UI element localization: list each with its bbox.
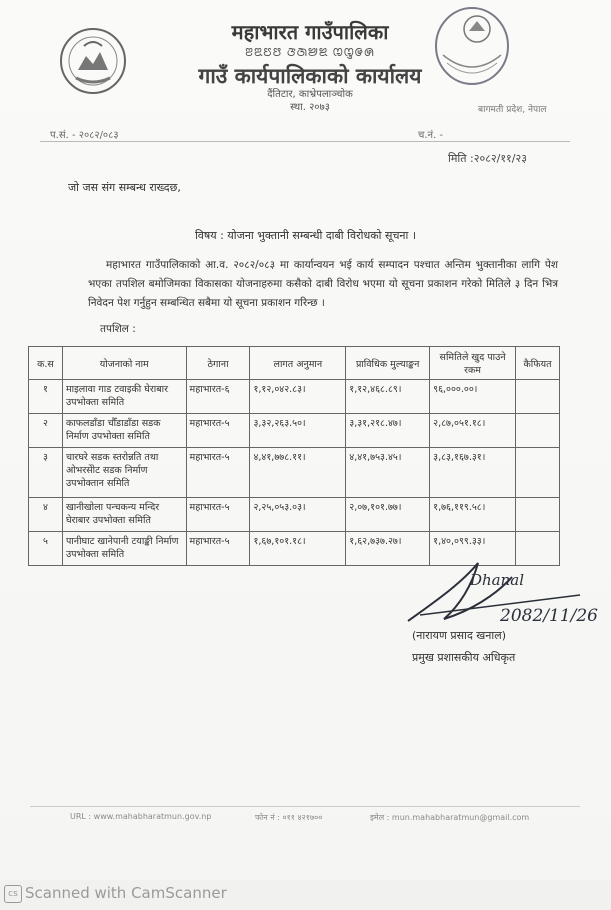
cell-net-amount: ९६,०००.००। [430,380,516,414]
address-line-1: दैंतिटार, काभ्रेपलाञ्चोक [267,89,353,100]
signature-date: 2082/11/26 [500,606,598,626]
signatory-name: (नारायण प्रसाद खनाल) [412,629,507,642]
cell-project-name: माइलावा गाड टवाइकी घेराबार उपभोक्ता समिति [62,380,186,414]
table-row [29,380,560,414]
notice-body: महाभारत गाउँपालिकाको आ.व. २०८२/०८३ मा कार्यान्वयन भई कार्य सम्पादन पश्चात अन्तिम भुक्तानीका लागि पेश भएका तपशिल बमोजिमका विकासका योजनाहरुमा कसैको दाबी विरोध भएमा यो सूचना प्रकाशन गरेको मितिले ३ दिन भित्र निवेदन पेश गर्नुहुन सम्बन्धित सबैमा यो सूचना प्रकाशन गरिन्छ । [88,259,558,309]
cell-project-name: पानीघाट खानेपानी टयाङ्की निर्माण उपभोक्ता समिति [62,532,186,566]
cell-project-name: चारघरे सडक स्तरोन्नति तथा ओभरसेोट सडक निर्माण उपभोक्तान समिति [62,448,186,498]
cell-cost-estimate: ३,३२,२६३.५०। [250,414,346,448]
cell-technical-evaluation: १,१२,४६८.८९। [346,380,430,414]
cell-technical-evaluation: १,६२,७३७.२७। [346,532,430,566]
project-table [28,346,560,566]
cell-net-amount: १,४०,०९९.३३। [430,532,516,566]
cell-remarks [516,448,560,498]
letter-date: मिति :२०८२/११/२३ [448,152,527,165]
signature-scrawl: Dhanal [470,571,525,589]
cell-sn: १ [29,380,63,414]
cell-remarks [516,380,560,414]
footer-phone: फोन नं : ०११ ४२१७०० [255,813,323,822]
cell-cost-estimate: ४,४१,७७८.११। [250,448,346,498]
cell-net-amount: १,७६,११९.५८। [430,498,516,532]
signatory-title: प्रमुख प्रशासकीय अधिकृत [412,651,516,664]
cell-address: महाभारत-५ [186,448,250,498]
province-label: बागमती प्रदेश, नेपाल [478,105,547,115]
col-sn: क.स [29,347,63,380]
scanner-text: Scanned with CamScanner [25,884,227,902]
cell-sn: २ [29,414,63,448]
table-row [29,448,560,498]
col-technical-evaluation: प्राविधिक मुल्याङ्कन [346,347,430,380]
cell-address: महाभारत-५ [186,414,250,448]
cell-technical-evaluation: २,०७,१०१.७७। [346,498,430,532]
scanner-watermark [4,884,227,903]
cell-address: महाभारत-५ [186,532,250,566]
table-row [29,414,560,448]
cell-project-name: काफलडाँडा चौँडाडाँडा सडक निर्माण उपभोक्ता समिति [62,414,186,448]
letter-number: प.सं. - २०८२/०८३ [50,130,119,141]
cell-project-name: खानीखोला पन्चकन्य मन्दिर घेराबार उपभोक्ता समिति [62,498,186,532]
table-header-row [29,347,560,380]
reference-line [40,125,570,142]
cell-technical-evaluation: ३,३१,२१८.४७। [346,414,430,448]
subject-line: विषय : योजना भुक्तानी सम्बन्धी दाबी विरोधको सूचना । [194,229,417,242]
salutation: जो जस संग सम्बन्ध राख्दछ, [68,181,181,194]
cell-sn: ३ [29,448,63,498]
table-row [29,498,560,532]
handwritten-signature [400,555,600,635]
office-title: गाउँ कार्यपालिकाको कार्यालय [198,64,422,88]
cell-cost-estimate: २,२५,०५३.०३। [250,498,346,532]
cell-cost-estimate: १,१२,०४२.८३। [250,380,346,414]
letter-footer [30,806,580,821]
col-address: ठेगाना [186,347,250,380]
address-line-2: स्था. २०७३ [290,102,330,113]
cell-remarks [516,414,560,448]
cell-cost-estimate: १,६७,१०१.१८। [250,532,346,566]
municipality-seal-icon [433,5,511,87]
municipality-title-script: ꢂꢃꢄꢅ ꢆꢇꢈꢉ ꢊꢋꢌꢍ [244,45,376,59]
municipality-title: महाभारत गाउँपालिका [231,20,389,44]
cell-sn: ४ [29,498,63,532]
cell-sn: ५ [29,532,63,566]
cell-remarks [516,498,560,532]
footer-url: URL : www.mahabharatmun.gov.np [70,812,212,821]
details-label: तपशिल : [100,323,136,335]
col-remarks: कैफियत [516,347,560,380]
camscanner-icon: cs [4,885,22,903]
col-project-name: योजनाको नाम [62,347,186,380]
nepal-emblem-icon [58,26,128,96]
office-address [220,88,400,114]
dispatch-number: च.नं. - [418,130,444,141]
col-net-amount: समितिले खुद पाउने रकम [430,347,516,380]
cell-technical-evaluation: ४,४१,७५३.४५। [346,448,430,498]
cell-address: महाभारत-६ [186,380,250,414]
col-cost-estimate: लागत अनुमान [250,347,346,380]
footer-email: इमेल : mun.mahabharatmun@gmail.com [370,813,530,822]
cell-net-amount: ३,८३,१६७.३१। [430,448,516,498]
cell-address: महाभारत-५ [186,498,250,532]
cell-net-amount: २,८७,०५१.१८। [430,414,516,448]
